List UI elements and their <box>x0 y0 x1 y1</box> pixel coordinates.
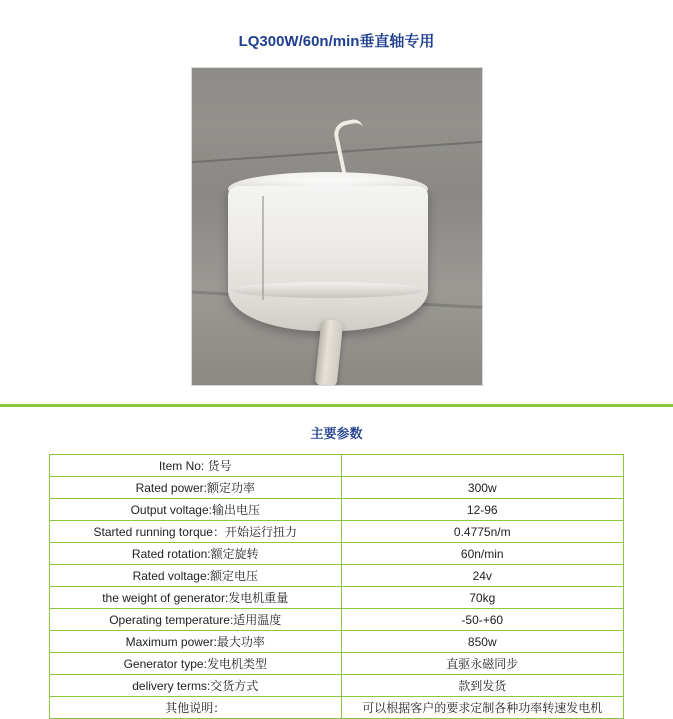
spec-table <box>49 454 624 719</box>
spec-value: 12-96 <box>341 499 623 521</box>
spec-value: 24v <box>341 565 623 587</box>
spec-value: -50-+60 <box>341 609 623 631</box>
spec-value <box>341 455 623 477</box>
spec-label: Started running torque：开始运行扭力 <box>50 521 342 543</box>
page-title: LQ300W/60n/min垂直轴专用 <box>238 33 435 50</box>
product-image <box>191 67 483 386</box>
table-row <box>50 565 624 587</box>
section-title: 主要参数 <box>310 426 363 441</box>
spec-label: Operating temperature:适用温度 <box>50 609 342 631</box>
spec-label: Generator type:发电机类型 <box>50 653 342 675</box>
spec-value: 60n/min <box>341 543 623 565</box>
generator-band <box>230 282 426 298</box>
table-row <box>50 455 624 477</box>
generator-body <box>228 186 428 331</box>
table-row <box>50 675 624 697</box>
spec-value: 300w <box>341 477 623 499</box>
spec-label: the weight of generator:发电机重量 <box>50 587 342 609</box>
spec-value: 款到发货 <box>341 675 623 697</box>
spec-value: 70kg <box>341 587 623 609</box>
spec-label: Rated rotation:额定旋转 <box>50 543 342 565</box>
table-row <box>50 521 624 543</box>
table-row <box>50 587 624 609</box>
spec-label: Item No: 货号 <box>50 455 342 477</box>
spec-value: 可以根据客户的要求定制各种功率转速发电机 <box>341 697 623 719</box>
table-row <box>50 499 624 521</box>
spec-label: 其他说明： <box>50 697 342 719</box>
table-row <box>50 653 624 675</box>
generator-seam <box>262 196 264 300</box>
table-row <box>50 477 624 499</box>
spec-table-body <box>50 455 624 719</box>
spec-value: 0.4775n/m <box>341 521 623 543</box>
spec-value: 直驱永磁同步 <box>341 653 623 675</box>
spec-label: Rated voltage:额定电压 <box>50 565 342 587</box>
table-row <box>50 697 624 719</box>
spec-label: Output voltage:输出电压 <box>50 499 342 521</box>
spec-label: delivery terms:交货方式 <box>50 675 342 697</box>
spec-label: Rated power:额定功率 <box>50 477 342 499</box>
table-row <box>50 609 624 631</box>
table-row <box>50 631 624 653</box>
spec-label: Maximum power:最大功率 <box>50 631 342 653</box>
table-row <box>50 543 624 565</box>
spec-value: 850w <box>341 631 623 653</box>
